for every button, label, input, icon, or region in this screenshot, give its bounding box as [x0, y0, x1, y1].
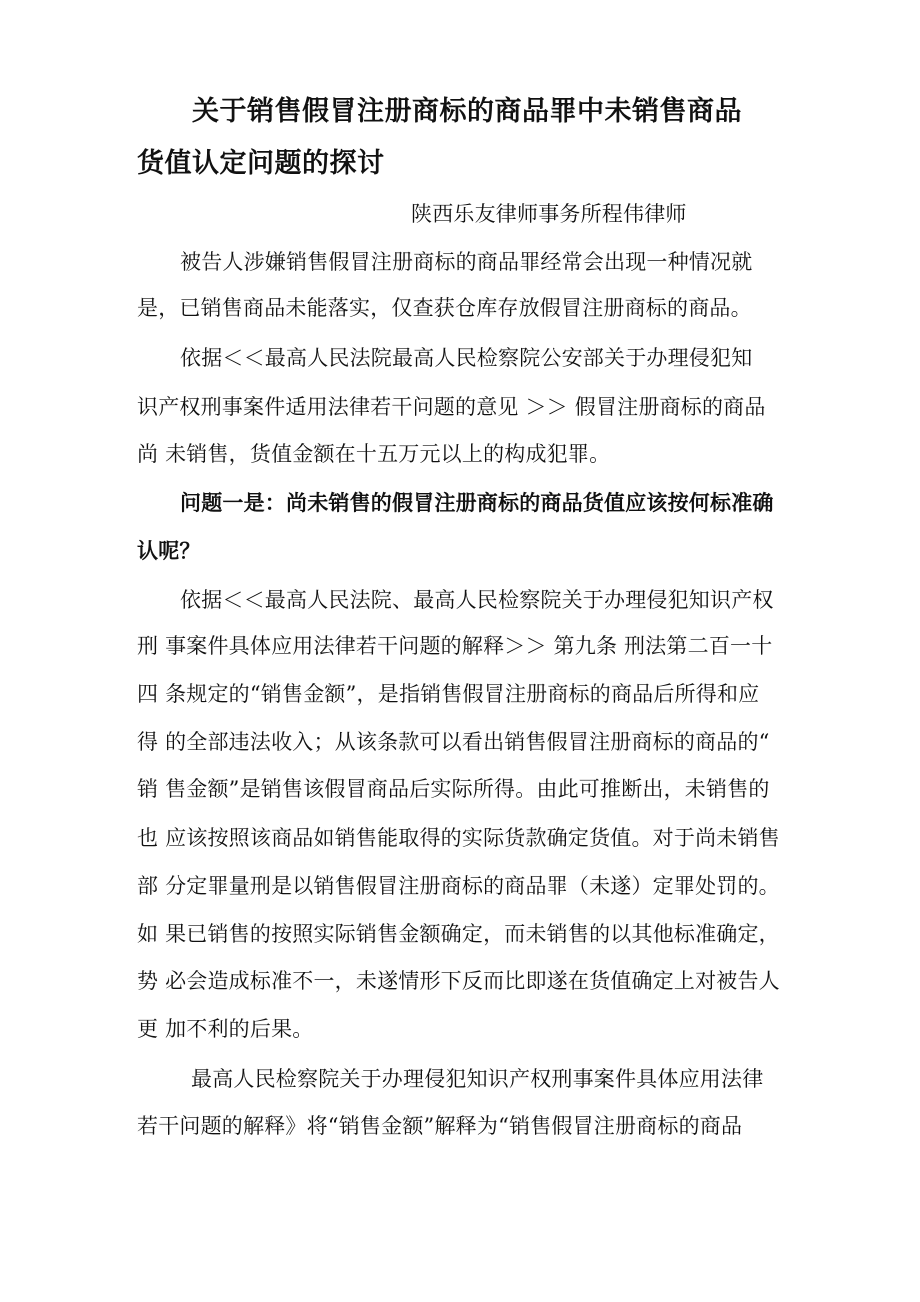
question-1-line-2: 认呢？ — [137, 538, 201, 563]
paragraph-1-line-2: 是，已销售商品未能落实，仅查获仓库存放假冒注册商标的商品。 — [137, 296, 752, 320]
document-title-line-2: 货值认定问题的探讨 — [137, 148, 385, 179]
paragraph-3-line-8: 如 果已销售的按照实际销售金额确定，而未销售的以其他标准确定， — [137, 922, 780, 946]
paragraph-2-line-1: 依据＜＜最高人民法院最高人民检察院公安部关于办理侵犯知 — [180, 346, 753, 370]
document-title-line-1: 关于销售假冒注册商标的商品罪中未销售商品 — [192, 96, 742, 127]
paragraph-4-line-1: 最高人民检察院关于办理侵犯知识产权刑事案件具体应用法律 — [191, 1067, 764, 1091]
paragraph-3-line-9: 势 必会造成标准不一，未遂情形下反而比即遂在货值确定上对被告人 — [137, 969, 780, 993]
paragraph-3-line-5: 销 售金额”是销售该假冒商品后实际所得。由此可推断出，未销售的 — [137, 777, 770, 801]
paragraph-3-line-6: 也 应该按照该商品如销售能取得的实际货款确定货值。对于尚未销售 — [137, 826, 780, 850]
paragraph-2-line-3: 尚 未销售，货值金额在十五万元以上的构成犯罪。 — [137, 442, 611, 466]
paragraph-4-line-2: 若干问题的解释》将“销售金额”解释为“销售假冒注册商标的商品 — [137, 1114, 743, 1138]
paragraph-3-line-2: 刑 事案件具体应用法律若干问题的解释＞＞ 第九条 刑法第二百一十 — [137, 634, 773, 658]
paragraph-3-line-7: 部 分定罪量刑是以销售假冒注册商标的商品罪（未遂）定罪处罚的。 — [137, 874, 780, 898]
paragraph-3-line-10: 更 加不利的后果。 — [137, 1017, 314, 1041]
question-1-line-1: 问题一是：尚未销售的假冒注册商标的商品货值应该按何标准确 — [180, 490, 774, 515]
paragraph-3-line-3: 四 条规定的“销售金额”，是指销售假冒注册商标的商品后所得和应 — [137, 682, 760, 706]
paragraph-3-line-1: 依据＜＜最高人民法院、最高人民检察院关于办理侵犯知识产权 — [180, 588, 774, 612]
author-line: 陕西乐友律师事务所程伟律师 — [411, 202, 687, 226]
paragraph-2-line-2: 识产权刑事案件适用法律若干问题的意见 ＞＞ 假冒注册商标的商品 — [137, 395, 766, 419]
paragraph-1-line-1: 被告人涉嫌销售假冒注册商标的商品罪经常会出现一种情况就 — [180, 250, 753, 274]
paragraph-3-line-4: 得 的全部违法收入；从该条款可以看出销售假冒注册商标的商品的“ — [137, 730, 770, 754]
